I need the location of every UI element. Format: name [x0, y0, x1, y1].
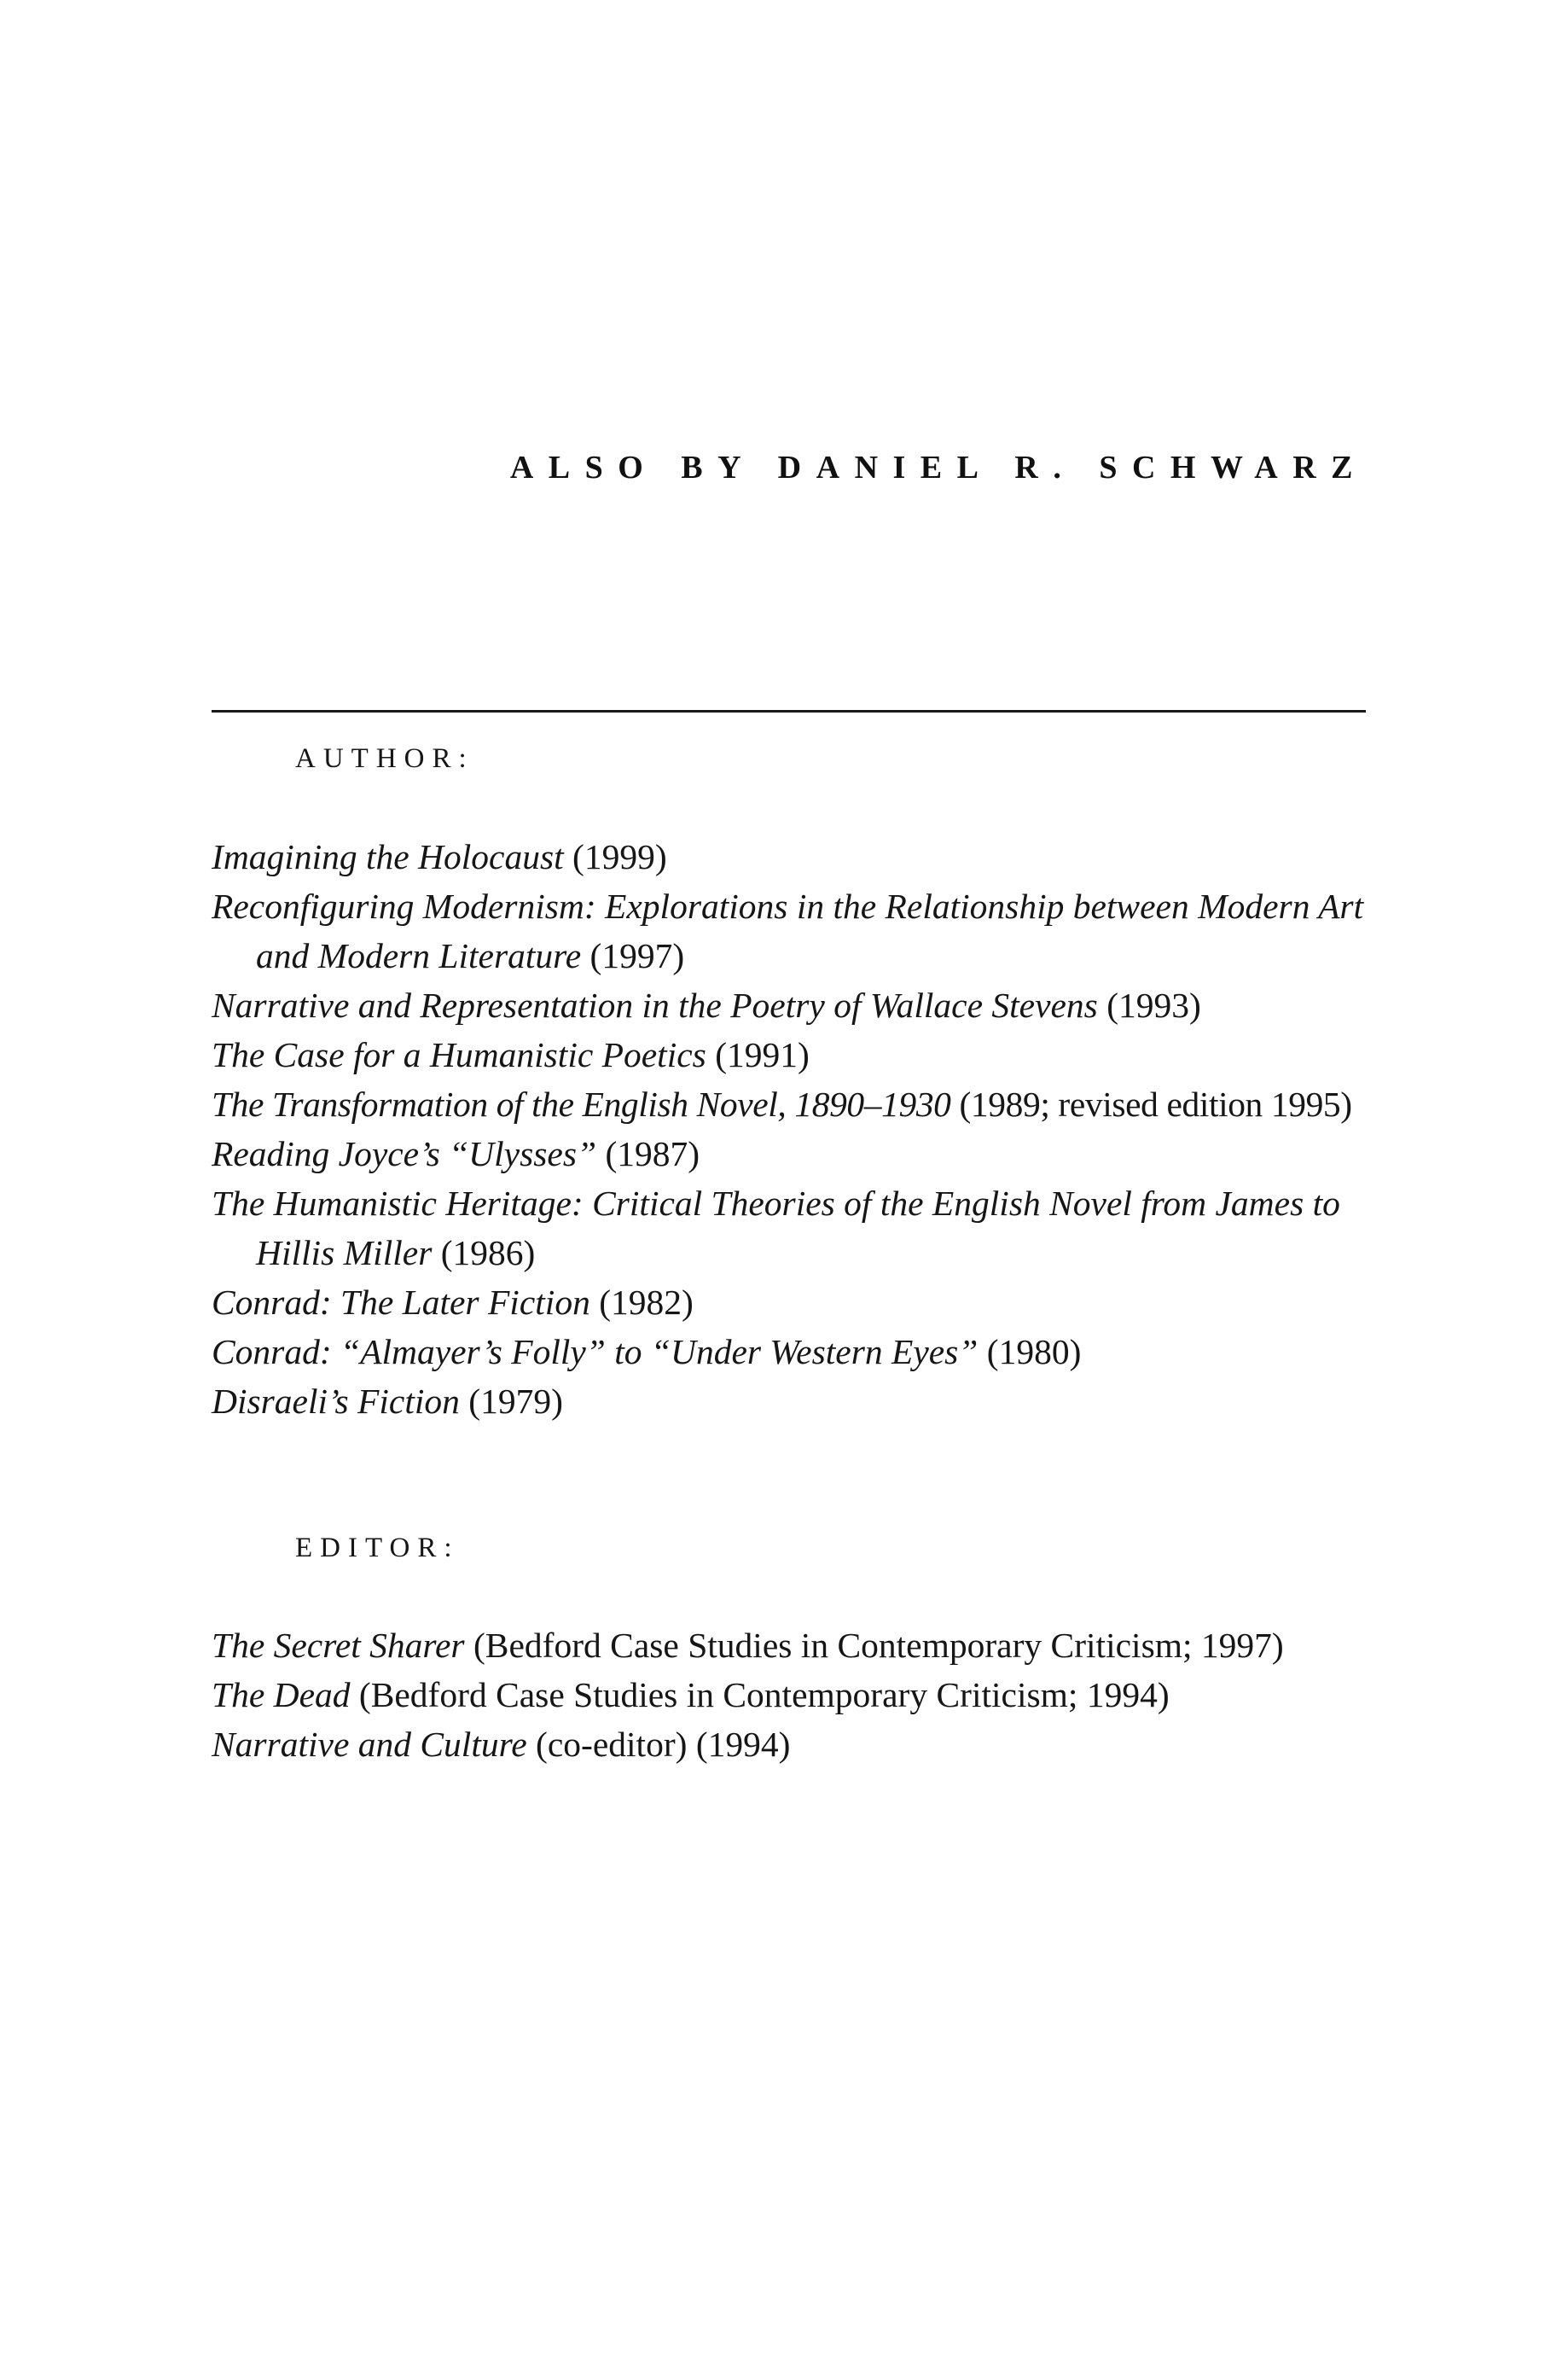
book-entry — [212, 1620, 1376, 1670]
book-entry — [212, 1030, 1376, 1079]
book-note: (Bedford Case Studies in Contemporary Criticism; 1994) — [350, 1675, 1170, 1714]
page-heading: ALSO BY DANIEL R. SCHWARZ — [509, 450, 1368, 486]
horizontal-rule — [212, 710, 1366, 713]
book-note: (1986) — [432, 1233, 536, 1272]
book-entry — [212, 1277, 1376, 1327]
book-title: Narrative and Representation in the Poetry of Wallace Stevens — [212, 986, 1098, 1025]
book-note: (1999) — [563, 837, 667, 876]
book-entry — [212, 832, 1376, 881]
book-title: Conrad: The Later Fiction — [212, 1283, 590, 1322]
book-entry — [212, 1327, 1376, 1376]
book-note: (Bedford Case Studies in Contemporary Criticism; 1997) — [464, 1626, 1284, 1665]
author-section-label: AUTHOR: — [295, 743, 474, 774]
book-title: The Humanistic Heritage: Critical Theories of the English Novel from James to Hillis Miller — [212, 1184, 1340, 1272]
book-entry — [212, 1129, 1376, 1178]
book-note: (1987) — [596, 1134, 700, 1173]
book-title: Narrative and Culture — [212, 1725, 527, 1764]
book-note: (1982) — [589, 1283, 694, 1322]
book-entry — [212, 980, 1376, 1030]
book-note: (1989; revised edition 1995) — [950, 1085, 1352, 1124]
book-title: Reconfiguring Modernism: Explorations in the Relationship between Modern Art and Modern Literature — [212, 887, 1364, 975]
book-entry — [212, 881, 1376, 980]
editor-book-list — [212, 1620, 1376, 1769]
book-note: (1980) — [978, 1332, 1082, 1371]
book-note: (1979) — [459, 1382, 563, 1421]
book-title: The Secret Sharer — [212, 1626, 465, 1665]
author-book-list — [212, 832, 1376, 1426]
book-title: The Case for a Humanistic Poetics — [212, 1035, 706, 1074]
book-note: (co-editor) (1994) — [526, 1725, 791, 1764]
book-entry — [212, 1670, 1376, 1719]
book-title: Disraeli’s Fiction — [212, 1382, 460, 1421]
book-title: Reading Joyce’s “Ulysses” — [212, 1134, 597, 1173]
book-entry — [212, 1079, 1376, 1129]
book-title: The Dead — [212, 1675, 351, 1714]
editor-section-label: EDITOR: — [295, 1533, 460, 1563]
book-title: The Transformation of the English Novel, 1890–1930 — [212, 1085, 951, 1124]
book-title: Imagining the Holocaust — [212, 837, 564, 876]
book-note: (1997) — [581, 936, 685, 975]
book-note: (1993) — [1097, 986, 1201, 1025]
book-entry — [212, 1376, 1376, 1426]
book-entry — [212, 1719, 1376, 1769]
book-entry — [212, 1178, 1376, 1277]
book-title: Conrad: “Almayer’s Folly” to “Under Western Eyes” — [212, 1332, 979, 1371]
book-note: (1991) — [706, 1035, 810, 1074]
